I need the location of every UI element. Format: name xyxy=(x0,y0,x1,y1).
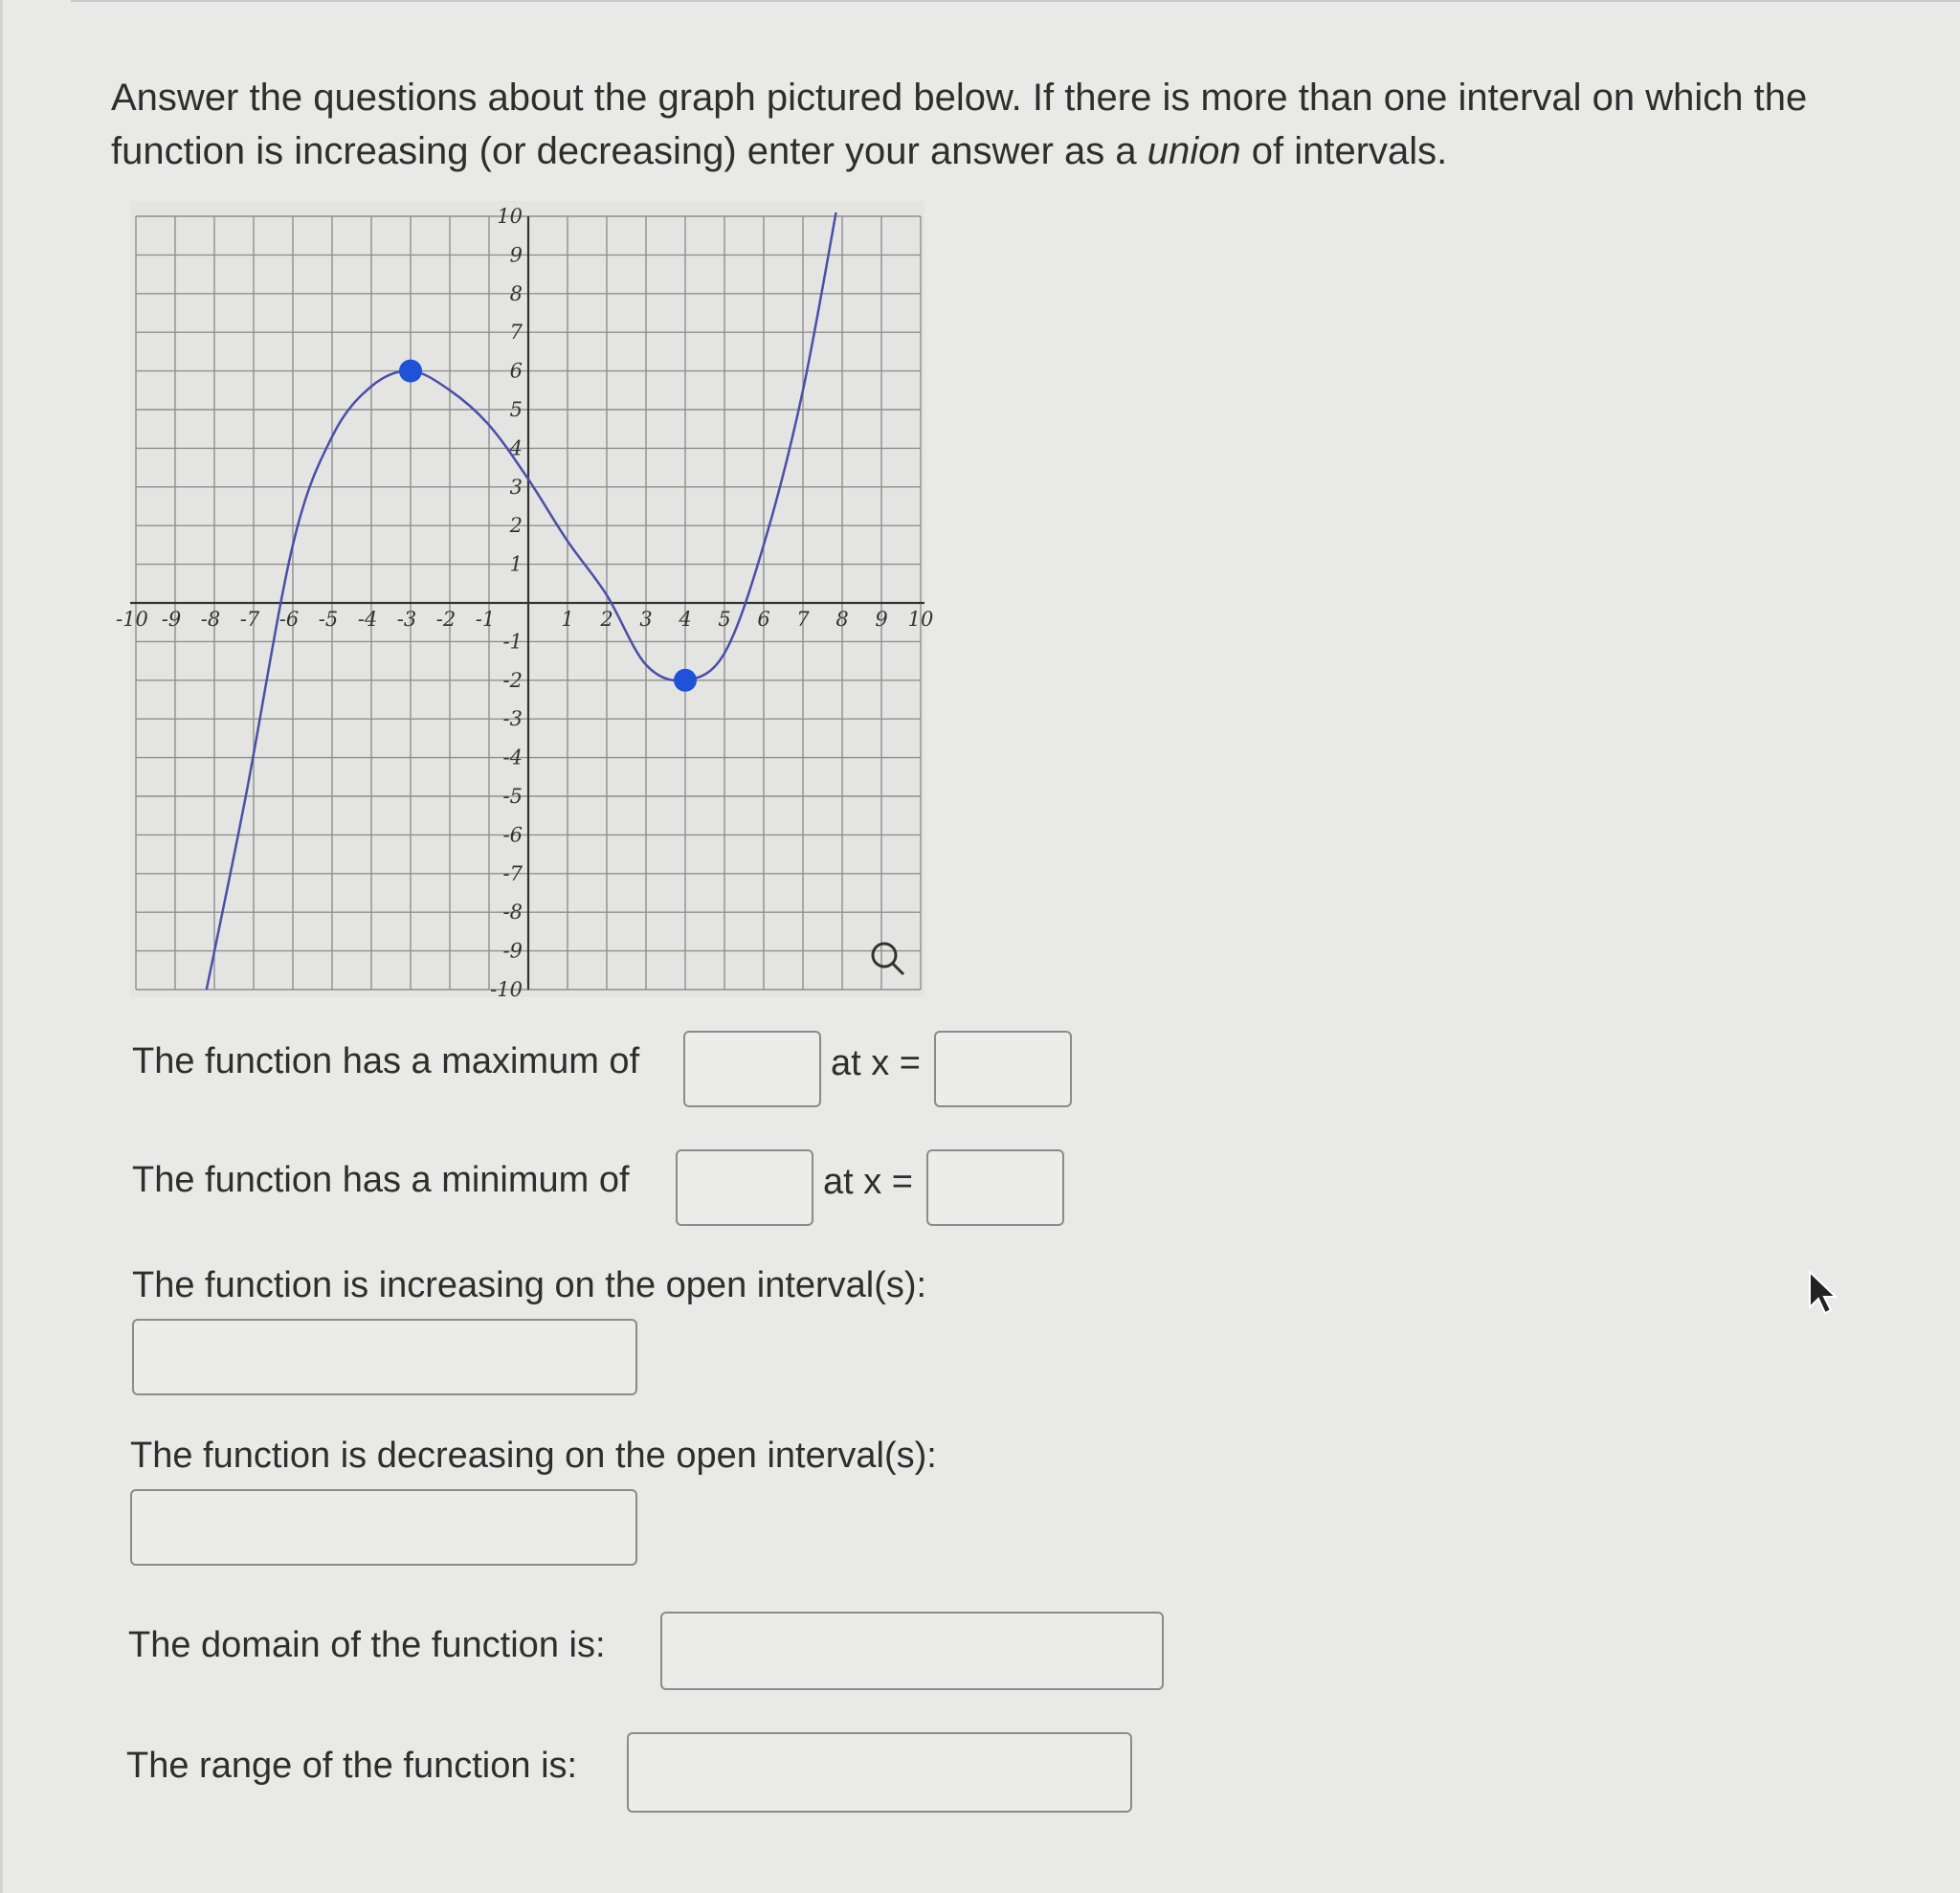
y-tick-label: -9 xyxy=(502,939,523,963)
x-tick-label: 4 xyxy=(679,608,692,631)
question-instructions xyxy=(111,71,1929,178)
y-tick-label: -10 xyxy=(490,978,523,1001)
y-tick-label: 8 xyxy=(509,281,523,305)
y-tick-label: -5 xyxy=(502,785,523,808)
y-tick-label: 6 xyxy=(509,359,523,383)
range-label: The range of the function is: xyxy=(126,1746,578,1786)
y-tick-label: 1 xyxy=(509,552,523,576)
x-tick-label: 8 xyxy=(835,608,849,631)
x-tick-label: 6 xyxy=(757,608,770,631)
y-tick-label: -1 xyxy=(502,630,523,654)
x-tick-label: 3 xyxy=(639,608,653,631)
page-left-edge xyxy=(0,0,3,1893)
x-tick-label: 10 xyxy=(907,608,934,631)
y-tick-label: -2 xyxy=(502,668,523,692)
x-tick-label: -5 xyxy=(318,608,339,631)
x-tick-label: -2 xyxy=(435,608,457,631)
x-tick-label: 7 xyxy=(796,608,810,631)
instructions-text: Answer the questions about the graph pictured below. If there is more than one interval on which the function is increasing (or decreasing) enter your answer as a xyxy=(111,77,1808,172)
y-tick-label: 3 xyxy=(509,475,523,499)
top-divider xyxy=(71,0,1960,2)
x-tick-label: 2 xyxy=(600,608,613,631)
min-label: The function has a minimum of xyxy=(132,1160,630,1200)
max-at-label: at x = xyxy=(831,1043,921,1083)
y-tick-label: -3 xyxy=(502,707,523,731)
instructions-emphasis: union xyxy=(1147,130,1241,172)
x-tick-label: -8 xyxy=(200,608,221,631)
y-tick-label: 7 xyxy=(509,321,523,345)
y-tick-label: -4 xyxy=(502,746,523,769)
max-value-input[interactable] xyxy=(683,1031,821,1107)
x-tick-label: -4 xyxy=(357,608,378,631)
graph-svg xyxy=(116,201,934,1001)
range-input[interactable] xyxy=(627,1732,1132,1813)
x-tick-label: -6 xyxy=(278,608,300,631)
increasing-label: The function is increasing on the open interval(s): xyxy=(132,1265,927,1305)
x-tick-label: -1 xyxy=(475,608,496,631)
x-tick-label: 5 xyxy=(718,608,731,631)
decreasing-input[interactable] xyxy=(130,1489,637,1566)
y-tick-label: -8 xyxy=(502,901,523,924)
domain-label: The domain of the function is: xyxy=(128,1625,606,1665)
function-graph xyxy=(116,201,934,1001)
min-at-label: at x = xyxy=(823,1162,913,1202)
y-tick-label: 5 xyxy=(509,398,523,421)
y-tick-label: 10 xyxy=(497,205,523,228)
decreasing-label: The function is decreasing on the open interval(s): xyxy=(130,1436,937,1476)
mouse-pointer-icon xyxy=(1807,1269,1839,1317)
domain-input[interactable] xyxy=(660,1612,1164,1690)
x-tick-label: -10 xyxy=(116,608,148,631)
instructions-text-end: of intervals. xyxy=(1240,130,1448,172)
x-tick-label: 9 xyxy=(875,608,888,631)
x-tick-label: -9 xyxy=(161,608,182,631)
x-tick-label: -7 xyxy=(239,608,260,631)
minimum-point xyxy=(674,669,697,692)
y-tick-label: 4 xyxy=(509,436,523,460)
y-tick-label: -7 xyxy=(502,861,523,885)
min-value-input[interactable] xyxy=(676,1149,813,1226)
y-tick-label: 9 xyxy=(509,243,523,267)
max-x-input[interactable] xyxy=(934,1031,1072,1107)
x-tick-label: -3 xyxy=(396,608,417,631)
x-tick-label: 1 xyxy=(561,608,574,631)
y-tick-label: -6 xyxy=(502,823,523,847)
maximum-point xyxy=(399,360,422,383)
min-x-input[interactable] xyxy=(926,1149,1064,1226)
max-label: The function has a maximum of xyxy=(132,1041,640,1081)
increasing-input[interactable] xyxy=(132,1319,637,1395)
y-tick-label: 2 xyxy=(509,514,523,538)
